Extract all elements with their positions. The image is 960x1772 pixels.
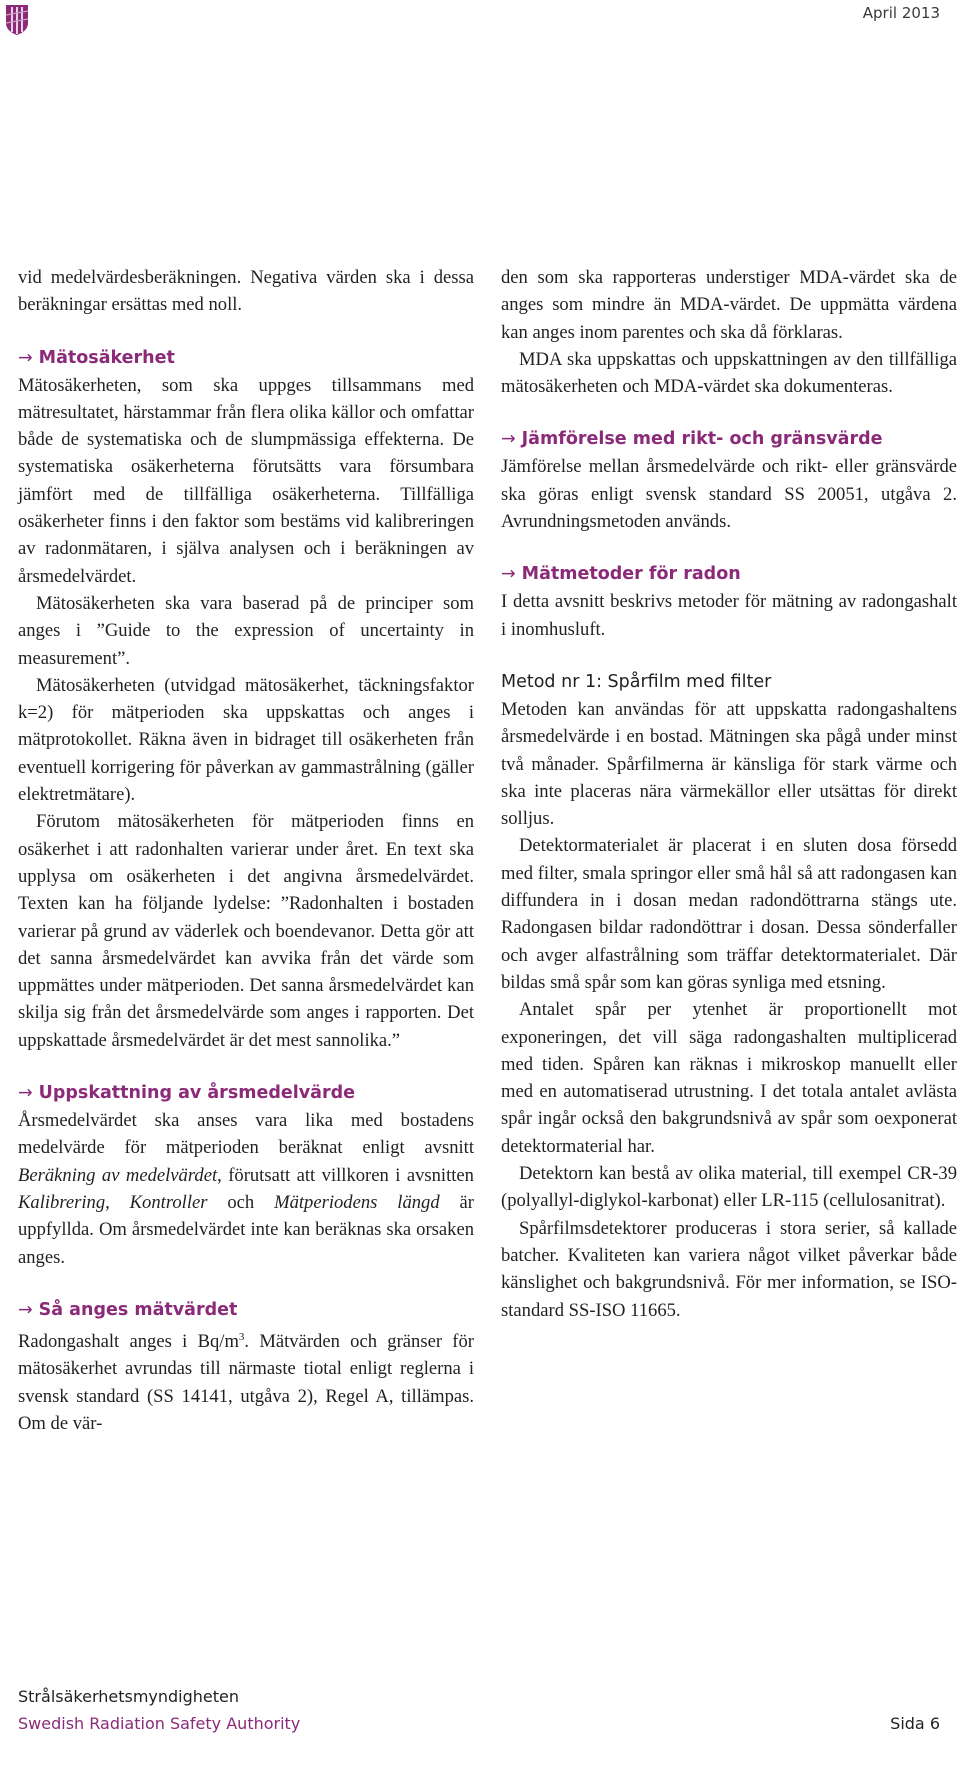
footer-org-swedish: Strålsäkerhetsmyndigheten	[18, 1687, 240, 1706]
paragraph-matosakerhet-1: Mätosäkerheten, som ska uppges tillsammans med mätresultatet, härstammar från flera olika källor och omfattar både de systematiska och de slumpmässiga effekterna. De systematiska osäkerheterna förutsätts vara försumbara jämfört med de tillfälliga osäkerheterna. Tillfälliga osäkerheter finns i den faktor som bestäms vid kalibreringen av radonmätaren, i själva analysen och i beräkningen av årsmedelvärdet.	[18, 374, 474, 587]
arrow-right-icon: →	[501, 564, 516, 585]
paragraph-uppskattning: Årsmedelvärdet ska anses vara lika med bostadens medelvärde för mätperioden beräknat enligt avsnitt Beräkning av medelvärdet, förutsatt att villkoren i avsnitten Kalibrering, Kontroller och Mätperiodens längd är uppfyllda. Om årsmedelvärdet inte kan beräknas ska orsaken anges.	[18, 1110, 474, 1268]
paragraph-detektorn: Detektorn kan bestå av olika material, till exempel CR-39 (polyallyl-diglykol-karbonat) eller LR-115 (cellulosanitrat).	[501, 1163, 957, 1212]
paragraph-matosakerhet-2: Mätosäkerheten ska vara baserad på de principer som anges i ”Guide to the expression of uncertainty in measurement”.	[18, 592, 474, 669]
paragraph-matosakerhet-4: Förutom mätosäkerheten för mätperioden finns en osäkerhet i att radonhalten varierar under året. En text ska upplysa om osäkerheten i det angivna årsmedelvärdet. Texten kan ha följande lydelse: ”Radonhalten i bostaden varierar på grund av väderlek och boendevanor. Detta gör att det sanna årsmedelvärdet kan avvika från det värde som uppmättes under mätperioden. Det sanna årsmedelvärdet kan skilja sig från det årsmedelvärde som anges i rapporten. Det uppskattade årsmedelvärdet är det mest sannolika.”	[18, 811, 474, 1051]
paragraph-detektormaterial: Detektormaterialet är placerat i en sluten dosa försedd med filter, smala springor eller små hål så att radongasen kan diffundera in i dosan medan radondöttrarna stängs ute. Radongasen bildar radondöttrar i dosan. Dessa sönderfaller och avger alfastrålning som träffar detektormaterialet. Där bildas små spår som kan göras synliga med etsning.	[501, 835, 957, 993]
paragraph-matosakerhet-3: Mätosäkerheten (utvidgad mätosäkerhet, täckningsfaktor k=2) för mätperioden ska uppskattas och anges i mätprotokollet. Räkna även in bidraget till osäkerheten från eventuell korrigering för påverkan av gammastrålning (gäller elektretmätare).	[18, 674, 474, 806]
heading-matmetoder: → Mätmetoder för radon	[501, 564, 741, 585]
shield-logo-icon	[5, 3, 29, 36]
paragraph-metod-1: Metoden kan användas för att uppskatta radongashaltens årsmedelvärde i en bostad. Mätningen ska pågå under minst två månader. Spårfilmerna är känsliga för stark värme och ska inte placeras nära värmekällor eller utsättas för direkt solljus.	[501, 698, 957, 830]
subheading-metod-1: Metod nr 1: Spårfilm med filter	[501, 671, 772, 692]
heading-jamforelse: → Jämförelse med rikt- och gränsvärde	[501, 429, 883, 450]
arrow-right-icon: →	[18, 1083, 33, 1104]
arrow-right-icon: →	[501, 429, 516, 450]
footer-org-english: Swedish Radiation Safety Authority	[18, 1714, 301, 1733]
left-column	[18, 264, 474, 1437]
paragraph-matmetoder: I detta avsnitt beskrivs metoder för mätning av radongashalt i inomhusluft.	[501, 591, 957, 640]
arrow-right-icon: →	[18, 1299, 33, 1320]
arrow-right-icon: →	[18, 347, 33, 368]
paragraph-jamforelse: Jämförelse mellan årsmedelvärde och rikt- eller gränsvärde ska göras enligt svensk standard SS 20051, utgåva 2. Avrundningsmetoden används.	[501, 456, 957, 533]
paragraph-sparfilmsdetektorer: Spårfilmsdetektorer produceras i stora serier, så kallade batcher. Kvaliteten kan variera något vilket påverkar både känslighet och bakgrundsnivå. För mer information, se ISO-standard SS-ISO 11665.	[501, 1217, 957, 1321]
paragraph-antalet-spar: Antalet spår per ytenhet är proportionellt mot exponeringen, det vill säga radongashalten multiplicerad med tiden. Spåren kan räknas i mikroskop manuellt eller med en automatiserad utrustning. I det totala antalet avlästa spår ingår också den bakgrundsnivå av spår som oexponerat detektormaterial har.	[501, 999, 957, 1157]
right-column	[501, 264, 957, 1324]
paragraph-intro: vid medelvärdesberäkningen. Negativa värden ska i dessa beräkningar ersättas med noll.	[18, 267, 474, 316]
paragraph-continuation: den som ska rapporteras understiger MDA-värdet ska de anges som mindre än MDA-värdet. De uppmätta värdena kan anges inom parentes och ska då förklaras.	[501, 267, 957, 343]
heading-matosakerhet: → Mätosäkerhet	[18, 347, 175, 368]
paragraph-mda: MDA ska uppskattas och uppskattningen av den tillfälliga mätosäkerheten och MDA-värdet ska dokumenteras.	[501, 348, 957, 398]
page-number: Sida 6	[890, 1714, 940, 1733]
paragraph-sa-anges: Radongashalt anges i $Bq/m^3$. Mätvärden och gränser för mätosäkerhet avrundas till närmaste tiotal enligt reglerna i svensk standard (SS 14141, utgåva 2), Regel A, tillämpas. Om de vär-	[18, 1330, 474, 1434]
header-date: April 2013	[862, 4, 940, 22]
heading-uppskattning: → Uppskattning av årsmedelvärde	[18, 1083, 355, 1104]
heading-sa-anges: → Så anges mätvärdet	[18, 1299, 238, 1320]
